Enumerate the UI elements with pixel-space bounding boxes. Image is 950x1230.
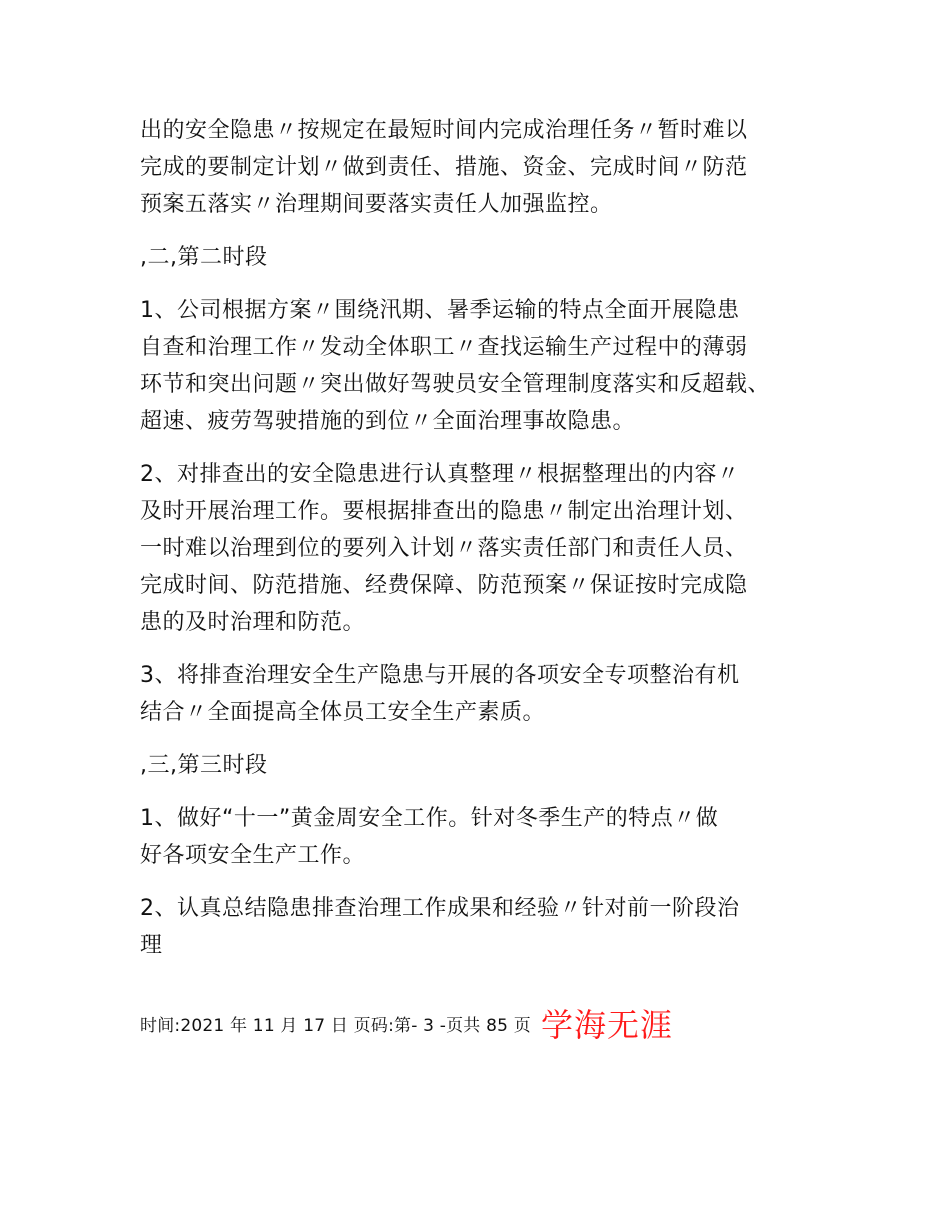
text-line: 结合〃全面提高全体员工安全生产素质。 [140, 700, 546, 725]
text-line: 1、公司根据方案〃围绕汛期、暑季运输的特点全面开展隐患 [140, 298, 740, 323]
paragraph-intro [140, 112, 820, 223]
text-line: 完成的要制定计划〃做到责任、措施、资金、完成时间〃防范 [140, 155, 748, 180]
paragraph-third-item-2 [140, 890, 820, 964]
paragraph-item-2 [140, 456, 820, 641]
text-line: 环节和突出问题〃突出做好驾驶员安全管理制度落实和反超载、 [140, 372, 771, 397]
text-line: 超速、疲劳驾驶措施的到位〃全面治理事故隐患。 [140, 409, 636, 434]
document-body [140, 112, 820, 980]
footer-date-page: 时间:2021 年 11 月 17 日 页码:第- 3 -页共 85 页 [140, 1015, 531, 1036]
page-footer [140, 1000, 673, 1046]
section-heading-second-period: ,二,第二时段 [140, 245, 268, 270]
text-line: 及时开展治理工作。要根据排查出的隐患〃制定出治理计划、 [140, 499, 748, 524]
text-line: 好各项安全生产工作。 [140, 843, 366, 868]
text-line: 出的安全隐患〃按规定在最短时间内完成治理任务〃暂时难以 [140, 118, 748, 143]
text-line: 3、将排查治理安全生产隐患与开展的各项安全专项整治有机 [140, 663, 740, 688]
text-line: 理 [140, 933, 163, 958]
text-line: 2、对排查出的安全隐患进行认真整理〃根据整理出的内容〃 [140, 462, 740, 487]
text-line: 一时难以治理到位的要列入计划〃落实责任部门和责任人员、 [140, 536, 748, 561]
paragraph-third-item-1 [140, 800, 820, 874]
paragraph-item-1 [140, 292, 820, 440]
text-line: 1、做好“十一”黄金周安全工作。针对冬季生产的特点〃做 [140, 806, 719, 831]
paragraph-item-3 [140, 657, 820, 731]
text-line: 患的及时治理和防范。 [140, 610, 366, 635]
text-line: 2、认真总结隐患排查治理工作成果和经验〃针对前一阶段治 [140, 896, 740, 921]
section-heading-third-period: ,三,第三时段 [140, 753, 268, 778]
footer-watermark: 学海无涯 [540, 1006, 673, 1044]
text-line: 预案五落实〃治理期间要落实责任人加强监控。 [140, 192, 613, 217]
text-line: 自查和治理工作〃发动全体职工〃查找运输生产过程中的薄弱 [140, 335, 748, 360]
text-line: 完成时间、防范措施、经费保障、防范预案〃保证按时完成隐 [140, 573, 748, 598]
